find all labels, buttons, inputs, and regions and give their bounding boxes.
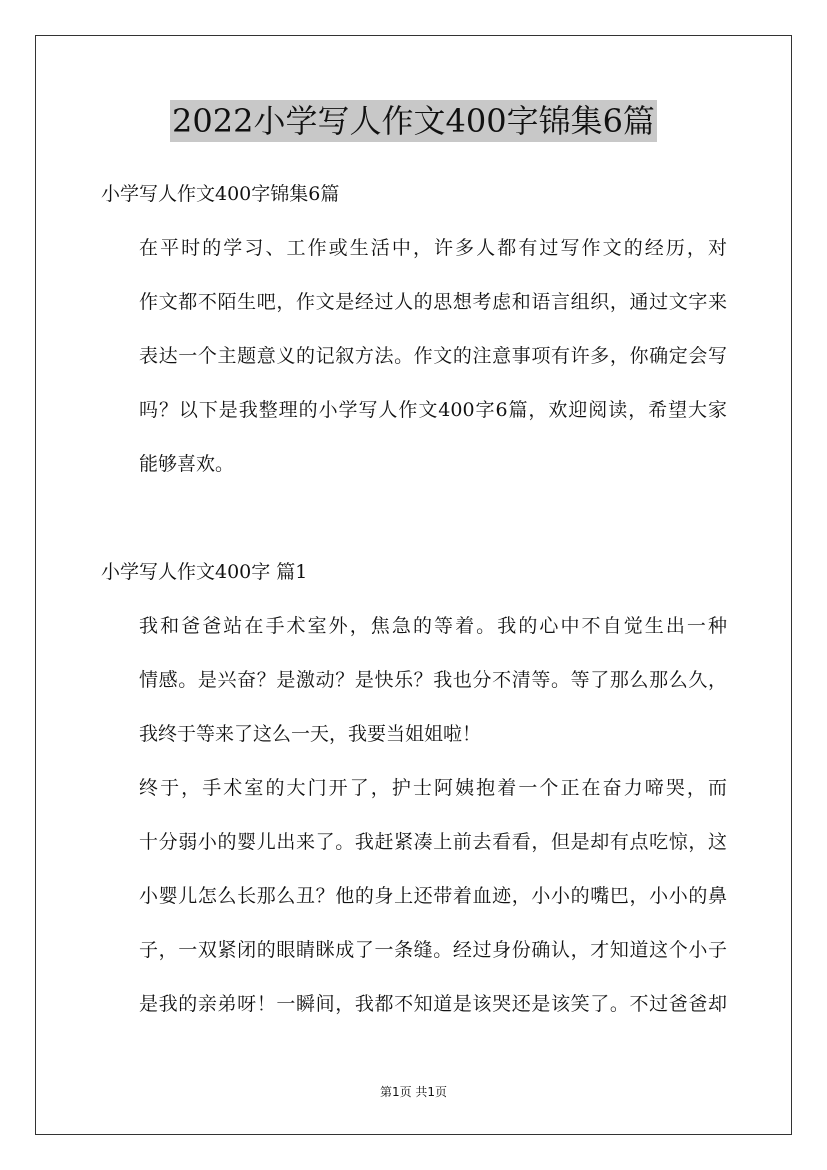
paragraph-line: 终于，手术室的大门开了，护士阿姨抱着一个正在奋力啼哭，而	[139, 777, 727, 799]
essay-paragraph-2	[101, 761, 727, 1031]
document-title: 2022小学写人作文400字锦集6篇	[172, 102, 655, 140]
paragraph-line: 我和爸爸站在手术室外，焦急的等着。我的心中不自觉生出一种	[139, 615, 727, 637]
paragraph-line: 我终于等来了这么一天，我要当姐姐啦！	[139, 723, 482, 745]
essay-paragraph-1	[101, 599, 727, 761]
paragraph-line: 是我的亲弟呀！一瞬间，我都不知道是该哭还是该笑了。不过爸爸却	[139, 993, 727, 1015]
intro-line: 表达一个主题意义的记叙方法。作文的注意事项有许多，你确定会写	[139, 345, 727, 367]
paragraph-line: 子，一双紧闭的眼睛眯成了一条缝。经过身份确认，才知道这个小子	[139, 939, 727, 961]
intro-paragraph	[101, 221, 727, 491]
document-subtitle: 小学写人作文400字锦集6篇	[101, 183, 340, 205]
paragraph-line: 情感。是兴奋？是激动？是快乐？我也分不清等。等了那么那么久，	[139, 669, 727, 691]
title-container	[0, 100, 827, 142]
intro-line: 能够喜欢。	[139, 453, 235, 475]
document-body	[101, 167, 727, 1031]
page-footer: 第1页 共1页	[379, 1085, 448, 1099]
section-heading: 小学写人作文400字 篇1	[101, 561, 308, 583]
intro-line: 吗？以下是我整理的小学写人作文400字6篇，欢迎阅读，希望大家	[139, 399, 727, 421]
blank-line	[101, 491, 727, 545]
intro-line: 在平时的学习、工作或生活中，许多人都有过写作文的经历，对	[139, 237, 727, 259]
paragraph-line: 小婴儿怎么长那么丑？他的身上还带着血迹，小小的嘴巴，小小的鼻	[139, 885, 727, 907]
paragraph-line: 十分弱小的婴儿出来了。我赶紧凑上前去看看，但是却有点吃惊，这	[139, 831, 727, 853]
intro-line: 作文都不陌生吧，作文是经过人的思想考虑和语言组织，通过文字来	[139, 291, 727, 313]
